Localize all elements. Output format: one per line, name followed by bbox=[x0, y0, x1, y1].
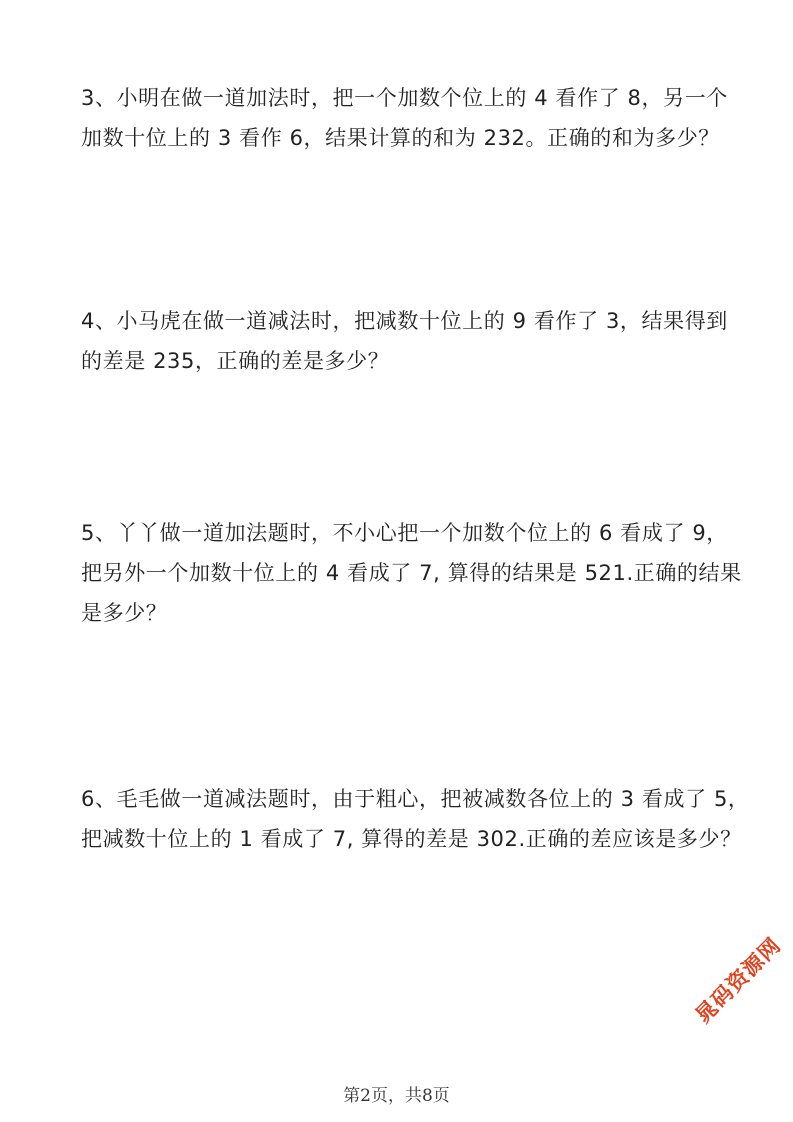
problem-3-line-1: 3、小明在做一道加法时，把一个加数个位上的 4 看作了 8，另一个 bbox=[81, 86, 728, 110]
problem-3 bbox=[81, 78, 728, 158]
problem-5 bbox=[81, 513, 742, 633]
problem-6-line-1: 6、毛毛做一道减法题时，由于粗心，把被减数各位上的 3 看成了 5， bbox=[81, 787, 750, 811]
problem-5-line-3: 是多少？ bbox=[81, 601, 168, 625]
problem-3-line-2: 加数十位上的 3 看作 6，结果计算的和为 232。正确的和为多少？ bbox=[81, 126, 720, 150]
problem-5-line-2: 把另外一个加数十位上的 4 看成了 7, 算得的结果是 521.正确的结果 bbox=[81, 561, 742, 585]
problem-6-line-2: 把减数十位上的 1 看成了 7, 算得的差是 302.正确的差应该是多少？ bbox=[81, 827, 742, 851]
page-number: 第2页，共8页 bbox=[343, 1086, 450, 1106]
problem-4-line-2: 的差是 235，正确的差是多少？ bbox=[81, 349, 390, 373]
problem-5-line-1: 5、丫丫做一道加法题时，不小心把一个加数个位上的 6 看成了 9， bbox=[81, 521, 728, 545]
problem-4-line-1: 4、小马虎在做一道减法时，把减数十位上的 9 看作了 3，结果得到 bbox=[81, 309, 728, 333]
problem-4 bbox=[81, 301, 728, 381]
problem-6 bbox=[81, 779, 750, 859]
watermark-logo: 晁码资源网 bbox=[690, 933, 786, 1028]
